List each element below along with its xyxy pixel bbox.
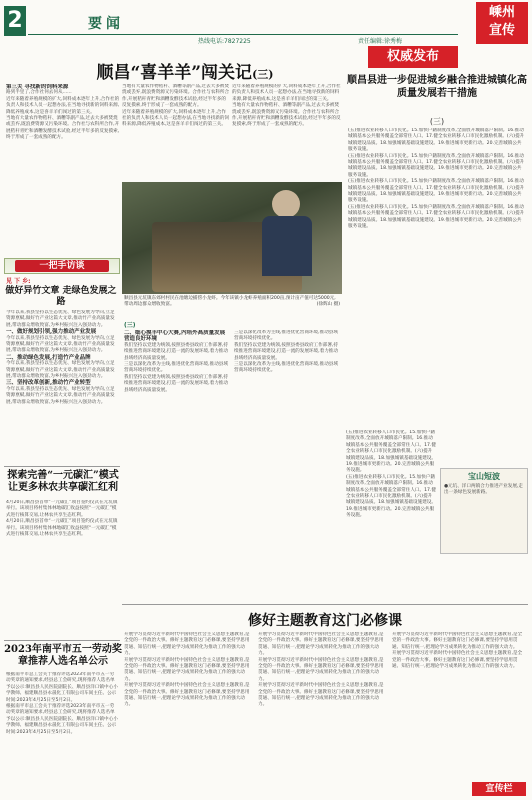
culture-body-1: 开展学习贯彻习近平新时代中国特色社会主义思想主题教育,是全党的一件政治大事。修好主题教育这门必修课,要坚持学思用贯通、知信行统一,把理论学习成果转化为推动工作的强大动力。 bbox=[124, 632, 250, 657]
authority-title: 顺昌县进一步促进城乡融合推进城镇化高质量发展若干措施 bbox=[347, 75, 527, 99]
carbon-body-text: 4月20日,顺昌县首单“一元碳汇”项目签约仪式在元坑镇举行。该项目将村集体林地碳汇收益按照“一元碳汇”模式进行核算交易,让林农共享生态红利。 bbox=[6, 500, 118, 518]
award-body-text: 根据南平市总工会关于推荐评选2023年南平市五一劳动奖章的通知要求,经县总工会研究,现将推荐人选名单予以公示:顺昌县人民医院副院长、顺昌县洋口镇中心小学教师、福建顺昌县永晟化工有限公司车间主任。公示时间:2023年4月25日至5月2日。 bbox=[6, 672, 118, 703]
middle-heading: (三) bbox=[124, 322, 136, 329]
interview-header: 见 下 乡: bbox=[6, 278, 31, 285]
caption-credit: (徐辉山 摄) bbox=[316, 302, 340, 307]
middle-body3: 我们坚持以党建为统领,按照县委县政府工作部署,持续推进营商环境建设,打造一流的发展环境,着力推动县域经济高质量发展。 bbox=[124, 374, 228, 393]
editor: 责任编辑:徐秀梅 bbox=[358, 38, 403, 45]
brand-line2: 宣传 bbox=[488, 23, 515, 38]
culture-body-3: 开展学习贯彻习近平新时代中国特色社会主义思想主题教育,是全党的一件政治大事。修好主题教育这门必修课,要坚持学思用贯通、知信行统一,把理论学习成果转化为推动工作的强大动力。 bbox=[124, 683, 250, 708]
culture-body-6: 开展学习贯彻习近平新时代中国特色社会主义思想主题教育,是全党的一件政治大事。修好主题教育这门必修课,要坚持学思用贯通、知信行统一,把理论学习成果转化为推动工作的强大动力。 bbox=[258, 683, 384, 708]
interview-banner bbox=[4, 258, 120, 274]
news-photo bbox=[122, 182, 342, 294]
middle-col2 bbox=[234, 330, 342, 600]
main-para3-cont: 当地有大量农作物秸秆、酒糟等副产品,过去大多被焚烧或丢弃,既浪费资源又污染环境。合作社与农科所合作,开展秸秆青贮和酒糟发酵技术试验,经过半年多的反复摸索,终于形成了一套成熟的配方。 bbox=[122, 84, 230, 109]
middle-sub: 二、细心摸丰中心大赛,内培外高质量发展营造良好环境 bbox=[124, 330, 226, 343]
authority-body-6: (五)推进农业转移人口市民化。15.加快户籍制度改革,全面放开城镇落户限制。16.推动城镇基本公共服务覆盖全部常住人口。17.健全农业转移人口市民化激励机制。(六)提升城镇建设品质。18.加强城镇基础设施建设。19.推进城市更新行动。20.完善城镇公共服务设施。 bbox=[346, 474, 436, 519]
culture-body-7: 开展学习贯彻习近平新时代中国特色社会主义思想主题教育,是全党的一件政治大事。修好主题教育这门必修课,要坚持学思用贯通、知信行统一,把理论学习成果转化为推动工作的强大动力。 bbox=[392, 632, 523, 650]
authority-part: (三) bbox=[429, 117, 445, 126]
culture-title: 修好主题教育这门必修课 bbox=[248, 613, 402, 629]
main-para2-cont: 近年来随着养殖规模的扩大,饲料成本逐年上升,合作社的负责人和技术人员一起想办法,在当地寻找新的饲料来源,降低养殖成本,这是喜羊羊们闯过的第三关。 bbox=[122, 109, 230, 128]
award-body bbox=[6, 672, 118, 794]
authority-body-3: (五)推进农业转移人口市民化。15.加快户籍制度改革,全面放开城镇落户限制。16.推动城镇基本公共服务覆盖全部常住人口。17.健全农业转移人口市民化激励机制。(六)提升城镇建设品质。18.加强城镇基础设施建设。19.推进城市更新行动。20.完善城镇公共服务设施。 bbox=[348, 179, 525, 204]
main-para2-col3: 近年来随着养殖规模的扩大,饲料成本逐年上升,合作社的负责人和技术人员一起想办法,在当地寻找新的饲料来源,降低养殖成本,这是喜羊羊们闯过的第三关。 bbox=[232, 84, 341, 102]
award-title: 2023年南平市五一劳动奖章推荐人选名单公示 bbox=[4, 644, 122, 667]
brand-logo bbox=[476, 2, 528, 44]
culture-body-5: 开展学习贯彻习近平新时代中国特色社会主义思想主题教育,是全党的一件政治大事。修好主题教育这门必修课,要坚持学思用贯通、知信行统一,把理论学习成果转化为推动工作的强大动力。 bbox=[258, 657, 384, 682]
main-article-col1 bbox=[6, 84, 120, 256]
middle-body5: 我们坚持以党建为统领,按照县委县政府工作部署,持续推进营商环境建设,打造一流的发展环境,着力推动县域经济高质量发展。 bbox=[234, 342, 338, 361]
main-subtitle: 第三关 寻找新的饲料来源 bbox=[6, 84, 69, 90]
header-meta-line bbox=[28, 34, 458, 45]
section-title: 要闻 bbox=[88, 16, 124, 32]
brand-line1: 嵊州 bbox=[488, 5, 515, 20]
authority-body-2: (五)推进农业转移人口市民化。15.加快户籍制度改革,全面放开城镇落户限制。16.推动城镇基本公共服务覆盖全部常住人口。17.健全农业转移人口市民化激励机制。(六)提升城镇建设品质。18.加强城镇基础设施建设。19.推进城市更新行动。20.完善城镇公共服务设施。 bbox=[348, 153, 525, 178]
authority-body-4: (五)推进农业转移人口市民化。15.加快户籍制度改革,全面放开城镇落户限制。16.推动城镇基本公共服务覆盖全部常住人口。17.健全农业转移人口市民化激励机制。(六)提升城镇建设品质。18.加强城镇基础设施建设。19.推进城市更新行动。20.完善城镇公共服务设施。 bbox=[348, 204, 525, 230]
divider-1 bbox=[4, 466, 120, 467]
main-article-col2 bbox=[122, 84, 230, 178]
carbon-body-text2: 4月20日,顺昌县首单“一元碳汇”项目签约仪式在元坑镇举行。该项目将村集体林地碳汇收益按照“一元碳汇”模式进行核算交易,让林农共享生态红利。 bbox=[6, 519, 118, 538]
divider-3 bbox=[122, 604, 528, 605]
main-para3: 当地有大量农作物秸秆、酒糟等副产品,过去大多被焚烧或丢弃,既浪费资源又污染环境。合作社与农科所合作,开展秸秆青贮和酒糟发酵技术试验,经过半年多的反复摸索,终于形成了一套成熟的配方。 bbox=[6, 116, 120, 141]
authority-body-5: (五)推进农业转移人口市民化。15.加快户籍制度改革,全面放开城镇落户限制。16.推动城镇基本公共服务覆盖全部常住人口。17.健全农业转移人口市民化激励机制。(六)提升城镇建设品质。18.加强城镇基础设施建设。19.推进城市更新行动。20.完善城镇公共服务设施。 bbox=[346, 430, 436, 474]
short-wave-box bbox=[440, 468, 528, 554]
short-wave-text: ●元坑、洋口两镇合力推进产业发展,走出一条绿色发展新路。 bbox=[444, 484, 523, 496]
culture-body-4: 开展学习贯彻习近平新时代中国特色社会主义思想主题教育,是全党的一件政治大事。修好主题教育这门必修课,要坚持学思用贯通、知信行统一,把理论学习成果转化为推动工作的强大动力。 bbox=[258, 632, 384, 657]
photo-person-head bbox=[272, 190, 300, 218]
culture-col1 bbox=[124, 632, 254, 792]
culture-col3 bbox=[392, 632, 526, 778]
carbon-body bbox=[6, 500, 118, 560]
interview-label: 一把手访谈 bbox=[15, 260, 109, 272]
propaganda-tag: 宣传栏 bbox=[472, 782, 526, 796]
middle-body2: 三是以深化改革为主线,推进优化营商环境,推动县域营商环境持续优化。 bbox=[124, 362, 228, 374]
caption-text: 顺昌县元坑镇东郊村村民在池塘边捕捞小龙虾。今年该镇小龙虾养殖面积200亩,预计亩产值可达5000元,带动周边群众增收致富。 bbox=[124, 296, 336, 307]
main-headline bbox=[40, 58, 330, 83]
middle-body6: 三是以深化改革为主线,推进优化营商环境,推动县域营商环境持续优化。 bbox=[234, 362, 338, 374]
carbon-title: 探索完善“一元碳汇”模式 让更多林农共享碳汇红利 bbox=[7, 470, 119, 493]
culture-col2 bbox=[258, 632, 388, 792]
main-para2: 近年来随着养殖规模的扩大,饲料成本逐年上升,合作社的负责人和技术人员一起想办法,在当地寻找新的饲料来源,降低养殖成本,这是喜羊羊们闯过的第三关。 bbox=[6, 96, 120, 115]
interview-sub2: 二、推动绿色发展,打造竹产业品牌 bbox=[6, 354, 91, 361]
main-para3-col3: 当地有大量农作物秸秆、酒糟等副产品,过去大多被焚烧或丢弃,既浪费资源又污染环境。合作社与农科所合作,开展秸秆青贮和酒糟发酵技术试验,经过半年多的反复摸索,终于形成了一套成熟的配方。 bbox=[232, 103, 341, 128]
culture-body-2: 开展学习贯彻习近平新时代中国特色社会主义思想主题教育,是全党的一件政治大事。修好主题教育这门必修课,要坚持学思用贯通、知信行统一,把理论学习成果转化为推动工作的强大动力。 bbox=[124, 657, 250, 682]
divider-2 bbox=[4, 640, 120, 641]
middle-col1 bbox=[124, 330, 230, 600]
short-wave-tag: 宝山短波 bbox=[468, 472, 500, 481]
photo-caption bbox=[124, 296, 340, 318]
authority-tag: 权威发布 bbox=[368, 46, 458, 68]
authority-body-col2 bbox=[346, 430, 436, 560]
interview-sub1: 一、做好规划引领,强力推动产业发展 bbox=[6, 329, 97, 336]
interview-body bbox=[6, 310, 118, 464]
interview-body-text4: 今年以来,我县坚持以生态优先、绿色发展为导向,立足资源禀赋,做好竹产业这篇大文章,推动竹产业高质量发展,带动群众增收致富,为乡村振兴注入强劲动力。 bbox=[6, 386, 115, 405]
interview-title: 做好异竹文章 走绿色发展之路 bbox=[5, 286, 117, 307]
middle-body4: 三是以深化改革为主线,推进优化营商环境,推动县域营商环境持续优化。 bbox=[234, 330, 338, 342]
middle-body: 我们坚持以党建为统领,按照县委县政府工作部署,持续推进营商环境建设,打造一流的发展环境,着力推动县域经济高质量发展。 bbox=[124, 342, 228, 361]
main-title: 顺昌“喜羊羊”闯关记 bbox=[96, 63, 253, 83]
main-article-col3 bbox=[232, 84, 342, 178]
main-part: (三) bbox=[252, 68, 274, 81]
main-para1: 路到半里了,合作社何去何从…… bbox=[6, 90, 72, 96]
hotline: 热线电话:7827225 bbox=[198, 38, 251, 45]
interview-body-text: 今年以来,我县坚持以生态优先、绿色发展为导向,立足资源禀赋,做好竹产业这篇大文章,推动竹产业高质量发展,带动群众增收致富,为乡村振兴注入强劲动力。 bbox=[6, 310, 115, 328]
page-header bbox=[0, 0, 532, 44]
interview-body-text3: 今年以来,我县坚持以生态优先、绿色发展为导向,立足资源禀赋,做好竹产业这篇大文章,推动竹产业高质量发展,带动群众增收致富,为乡村振兴注入强劲动力。 bbox=[6, 361, 115, 380]
interview-sub3: 三、坚持改革创新,推动竹产业转型 bbox=[6, 380, 91, 387]
interview-body-text2: 今年以来,我县坚持以生态优先、绿色发展为导向,立足资源禀赋,做好竹产业这篇大文章,推动竹产业高质量发展,带动群众增收致富,为乡村振兴注入强劲动力。 bbox=[6, 335, 115, 354]
culture-body-8: 开展学习贯彻习近平新时代中国特色社会主义思想主题教育,是全党的一件政治大事。修好主题教育这门必修课,要坚持学思用贯通、知信行统一,把理论学习成果转化为推动工作的强大动力。 bbox=[392, 651, 523, 670]
photo-person-body bbox=[262, 216, 312, 276]
award-body-text2: 根据南平市总工会关于推荐评选2023年南平市五一劳动奖章的通知要求,经县总工会研究,现将推荐人选名单予以公示:顺昌县人民医院副院长、顺昌县洋口镇中心小学教师、福建顺昌县永晟化工有限公司车间主任。公示时间:2023年4月25日至5月2日。 bbox=[6, 704, 118, 735]
page-number: 2 bbox=[4, 6, 26, 36]
authority-body-1: (五)推进农业转移人口市民化。15.加快户籍制度改革,全面放开城镇落户限制。16.推动城镇基本公共服务覆盖全部常住人口。17.健全农业转移人口市民化激励机制。(六)提升城镇建设品质。18.加强城镇基础设施建设。19.推进城市更新行动。20.完善城镇公共服务设施。 bbox=[348, 128, 525, 153]
authority-body bbox=[348, 128, 526, 428]
